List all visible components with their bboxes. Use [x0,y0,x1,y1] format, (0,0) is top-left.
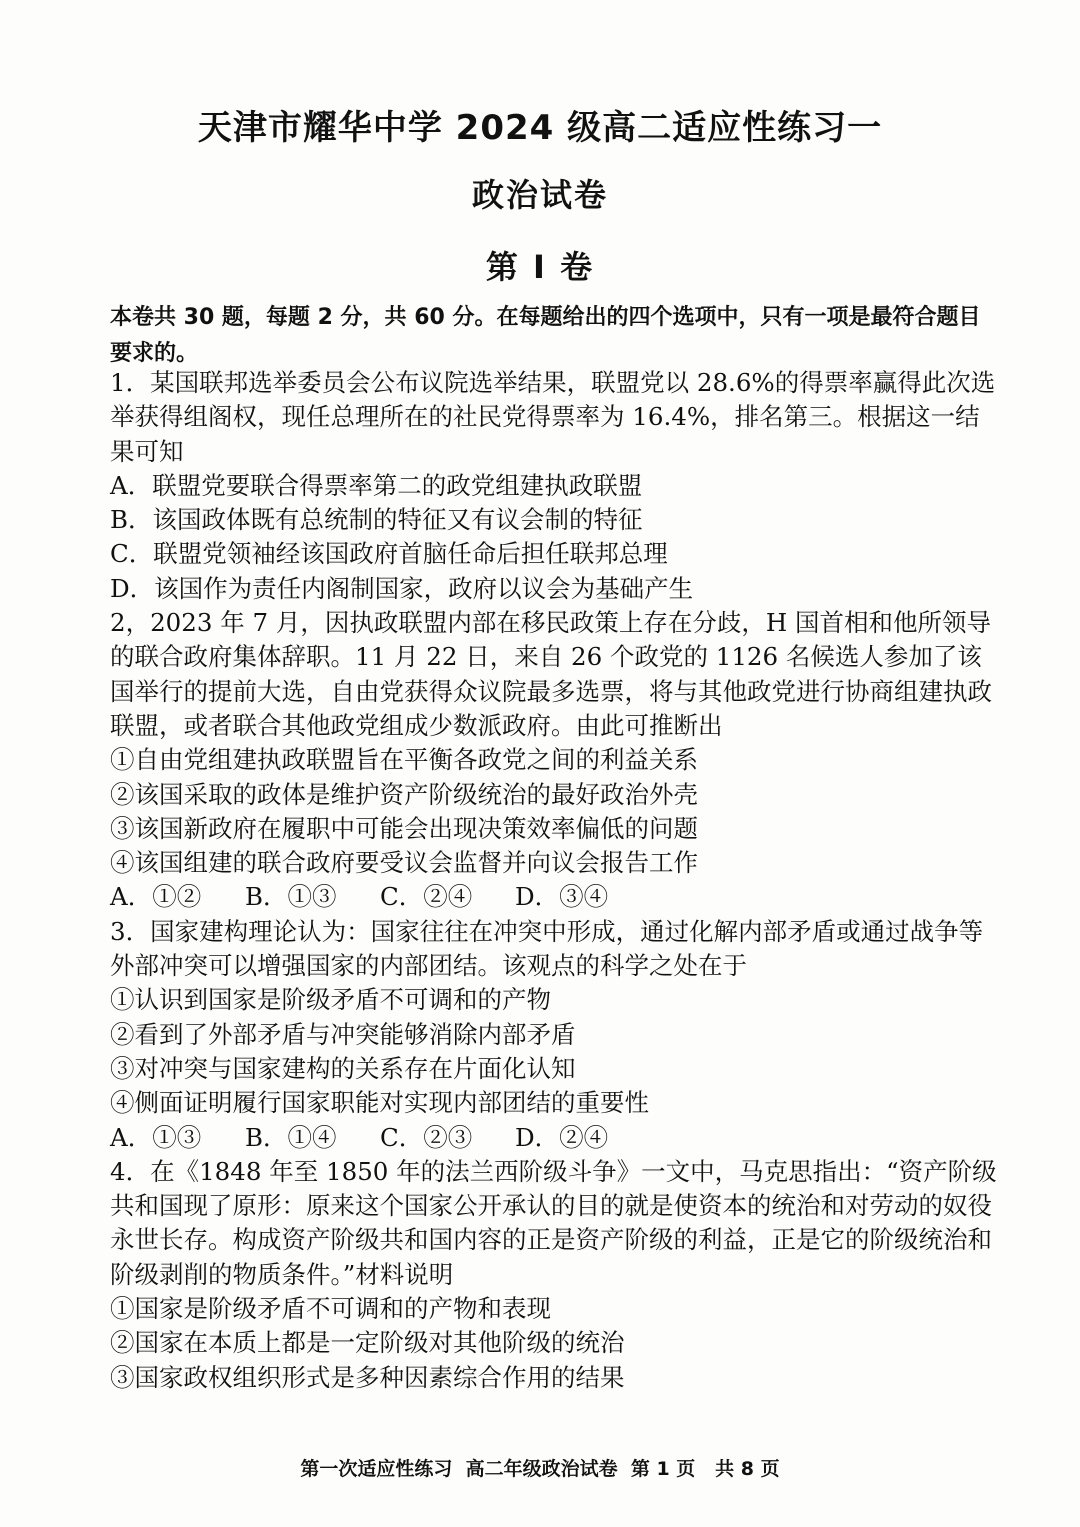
question-choice: A．联盟党要联合得票率第二的政党组建执政联盟 [110,470,643,500]
question-3 [110,915,1000,1155]
answer-options [110,880,1000,914]
question-statement: ③该国新政府在履职中可能会出现决策效率偏低的问题 [110,813,698,843]
question-1 [110,366,1000,606]
question-statement: ④侧面证明履行国家职能对实现内部团结的重要性 [110,1088,649,1118]
question-statement: ①认识到国家是阶级矛盾不可调和的产物 [110,985,551,1015]
answer-option-d: D．②④ [515,1122,609,1152]
answer-option-c: C．②④ [380,882,473,912]
question-statement: ②该国采取的政体是维护资产阶级统治的最好政治外壳 [110,779,698,809]
question-statement: ①国家是阶级矛盾不可调和的产物和表现 [110,1294,551,1324]
instructions: 本卷共 30 题，每题 2 分，共 60 分。在每题给出的四个选项中，只有一项是最符合题目要求的。 [110,305,981,366]
question-statement: ③国家政权组织形式是多种因素综合作用的结果 [110,1362,625,1392]
answer-option-b: B．①④ [245,1122,337,1152]
question-choice: C．联盟党领袖经该国政府首脑任命后担任联邦总理 [110,539,668,569]
volume-title: 第 Ⅰ 卷 [485,248,595,286]
question-statement: ①自由党组建执政联盟旨在平衡各政党之间的利益关系 [110,745,698,775]
question-choice: B．该国政体既有总统制的特征又有议会制的特征 [110,505,643,535]
question-2 [110,606,1000,915]
question-stem: 2，2023 年 7 月，因执政联盟内部在移民政策上存在分歧，H 国首相和他所领导的联合政府集体辞职。11 月 22 日，来自 26 个政党的 1126 名候选人参加了该国举行的提前大选，自由党获得众议院最多选票，将与其他政党进行协商组建执政联盟，或者联合其他政党组成少数派政府。由此可推断出 [110,608,992,740]
question-stem: 1．某国联邦选举委员会公布议院选举结果，联盟党以 28.6%的得票率赢得此次选举获得组阁权，现任总理所在的社民党得票率为 16.4%，排名第三。根据这一结果可知 [110,368,996,466]
question-statement: ②看到了外部矛盾与冲突能够消除内部矛盾 [110,1019,576,1049]
question-stem: 3．国家建构理论认为：国家往往在冲突中形成，通过化解内部矛盾或通过战争等外部冲突可以增强国家的内部团结。该观点的科学之处在于 [110,916,984,981]
answer-option-a: A．①② [110,882,202,912]
question-list [110,366,1000,1395]
question-stem: 4．在《1848 年至 1850 年的法兰西阶级斗争》一文中，马克思指出：“资产阶级共和国现了原形：原来这个国家公开承认的目的就是使资本的统治和对劳动的奴役永世长存。构成资产阶级共和国内容的正是资产阶级的利益，正是它的阶级统治和阶级剥削的物质条件。”材料说明 [110,1156,997,1289]
question-4 [110,1155,1000,1395]
answer-option-c: C．②③ [380,1122,473,1152]
question-statement: ④该国组建的联合政府要受议会监督并向议会报告工作 [110,848,698,878]
page-footer: 第一次适应性练习 高二年级政治试卷 第 1 页 共 8 页 [300,1458,780,1480]
answer-option-a: A．①③ [110,1122,202,1152]
exam-subject: 政治试卷 [471,176,608,214]
question-statement: ②国家在本质上都是一定阶级对其他阶级的统治 [110,1328,625,1358]
exam-title: 天津市耀华中学 2024 级高二适应性练习一 [197,108,883,148]
answer-option-d: D．③④ [515,882,609,912]
answer-option-b: B．①③ [245,882,337,912]
answer-options [110,1121,1000,1155]
question-statement: ③对冲突与国家建构的关系存在片面化认知 [110,1053,576,1083]
question-choice: D．该国作为责任内阁制国家，政府以议会为基础产生 [110,573,694,603]
